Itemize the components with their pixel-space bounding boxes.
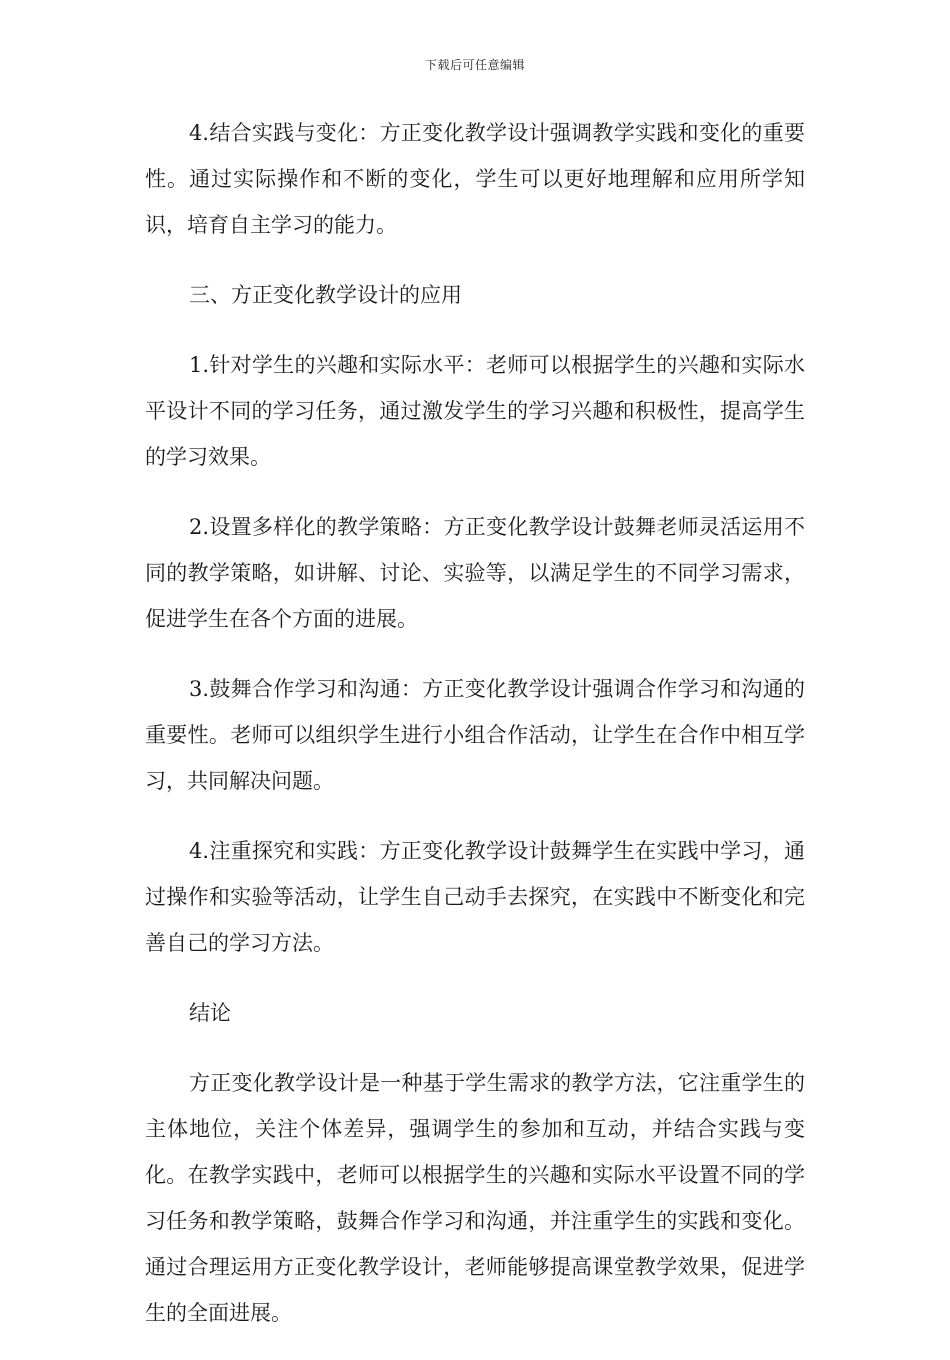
section-heading-conclusion: 结论 <box>189 1001 231 1025</box>
paragraph-point-4-practice-change: 4.结合实践与变化：方正变化教学设计强调教学实践和变化的重要性。通过实际操作和不断的变化，学生可以更好地理解和应用所学知识，培育自主学习的能力。 <box>145 121 805 237</box>
header-note: 下载后可任意编辑 <box>424 58 525 72</box>
section-heading-application: 三、方正变化教学设计的应用 <box>189 283 462 307</box>
paragraph-application-2: 2.设置多样化的教学策略：方正变化教学设计鼓舞老师灵活运用不同的教学策略，如讲解、讨论、实验等，以满足学生的不同学习需求，促进学生在各个方面的进展。 <box>145 515 805 631</box>
document-body <box>145 110 805 1360</box>
paragraph-conclusion: 方正变化教学设计是一种基于学生需求的教学方法，它注重学生的主体地位，关注个体差异，强调学生的参加和互动，并结合实践与变化。在教学实践中，老师可以根据学生的兴趣和实际水平设置不同的学习任务和教学策略，鼓舞合作学习和沟通，并注重学生的实践和变化。通过合理运用方正变化教学设计，老师能够提高课堂教学效果，促进学生的全面进展。 <box>145 1071 805 1325</box>
paragraph-application-4: 4.注重探究和实践：方正变化教学设计鼓舞学生在实践中学习，通过操作和实验等活动，让学生自己动手去探究，在实践中不断变化和完善自己的学习方法。 <box>145 839 805 955</box>
paragraph-application-1: 1.针对学生的兴趣和实际水平：老师可以根据学生的兴趣和实际水平设计不同的学习任务，通过激发学生的学习兴趣和积极性，提高学生的学习效果。 <box>145 353 805 469</box>
paragraph-application-3: 3.鼓舞合作学习和沟通：方正变化教学设计强调合作学习和沟通的重要性。老师可以组织学生进行小组合作活动，让学生在合作中相互学习，共同解决问题。 <box>145 677 805 793</box>
